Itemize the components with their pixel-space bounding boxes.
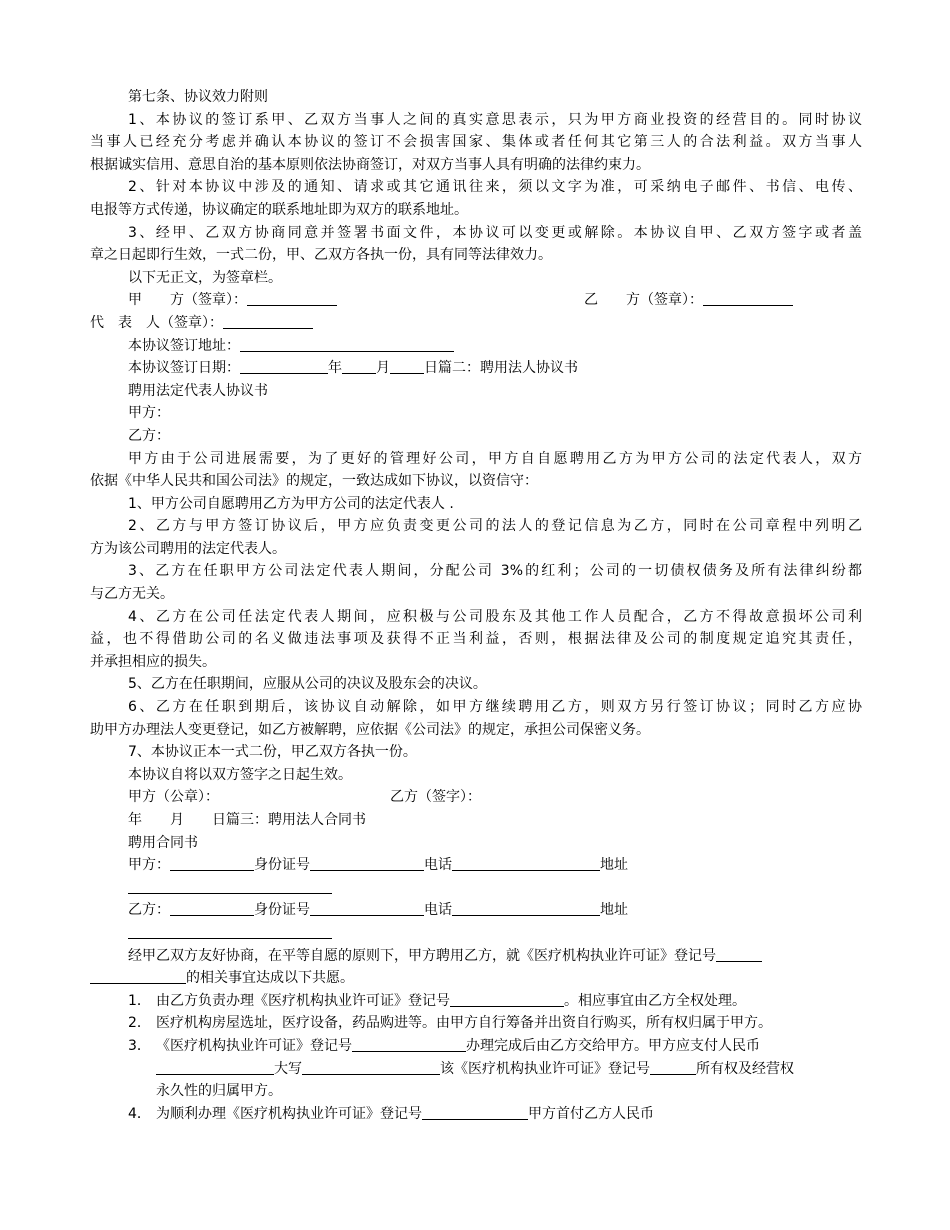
section-heading: 第七条、协议效力附则: [128, 89, 268, 105]
amount-words-blank: [302, 1059, 440, 1075]
paragraph-line: 1、本协议的签订系甲、乙双方当事人之间的真实意思表示，只为甲方商业投资的经营目的。同时协议: [128, 111, 862, 128]
amount-blank: [156, 1059, 274, 1075]
clause-line: 益，也不得借助公司的名义做违法事项及获得不正当利益，否则，根据法律及公司的制度规定追究其责任，: [90, 631, 862, 648]
clause-line: 助甲方办理法人变更登记，如乙方被解聘，应依据《公司法》的规定，承担公司保密义务。: [90, 721, 650, 738]
clause-number: 4．: [128, 1105, 151, 1122]
party-b-address-label: 地址: [600, 902, 628, 919]
party-a-id-blank: [310, 855, 424, 871]
clause-line: 1、甲方公司自愿聘用乙方为甲方公司的法定代表人 .: [128, 495, 454, 512]
registration-number-blank: [716, 946, 762, 962]
document-page: [90, 86, 862, 1125]
paragraph-line: 2、针对本协议中涉及的通知、请求或其它通讯往来，须以文字为准，可采纳电子邮件、书信、电传、: [128, 179, 862, 196]
clause-line: 与乙方无关。: [90, 586, 174, 603]
month-blank: [342, 358, 376, 374]
day-and-section-two-title: 日篇二：聘用法人协议书: [424, 360, 578, 377]
clause-text: 大写: [274, 1060, 302, 1077]
seal-row: [90, 786, 862, 809]
contract-title: 聘用合同书: [128, 834, 198, 851]
preamble-text-continued: 的相关事宜达成以下共愿。: [186, 970, 354, 987]
party-b-sign-label: 乙方（签字）：: [390, 789, 481, 806]
clause-blank: [352, 1036, 466, 1052]
paragraph-line: [90, 945, 862, 968]
numbered-clause: [90, 1012, 862, 1035]
clause-line: 2、乙方与甲方签订协议后，甲方应负责变更公司的法人的登记信息为乙方，同时在公司章程中列明乙: [128, 518, 862, 535]
paragraph-line: 当事人已经充分考虑并确认本协议的签订不会损害国家、集体或者任何其它第三人的合法利益。双方当事人: [90, 134, 862, 151]
paragraph-line: 甲方由于公司进展需要，为了更好的管理好公司，甲方自自愿聘用乙方为甲方公司的法定代表人，双方: [128, 450, 862, 467]
clause-text: 所有权及经营权: [696, 1060, 794, 1077]
numbered-clause: [90, 1035, 862, 1058]
paragraph-line: 以下无正文，为签章栏。: [128, 269, 282, 286]
party-b-line: 乙方：: [128, 427, 170, 444]
clause-number: 3．: [128, 1037, 151, 1054]
party-b-name-blank: [170, 900, 254, 916]
clause-line: 7、本协议正本一式二份，甲乙双方各执一份。: [128, 744, 417, 761]
representative-label: 代 表 人（签章）：: [90, 314, 223, 331]
paragraph-line: [90, 967, 862, 990]
clause-text: 。相应事宜由乙方全权处理。: [564, 992, 746, 1009]
representative-signature-row: [90, 312, 862, 335]
signing-date-row: [90, 357, 862, 380]
party-b-info-row: [90, 899, 862, 922]
signature-row: [90, 289, 862, 312]
paragraph-line: 根据诚实信用、意思自治的基本原则依法协商签订，对双方当事人具有明确的法律约束力。: [90, 156, 650, 173]
clause-blank: [422, 1104, 528, 1120]
party-b-address-row: [90, 922, 862, 945]
party-a-address-blank: [128, 878, 332, 894]
registration-number-blank-continued: [90, 968, 186, 984]
party-a-address-row: [90, 877, 862, 900]
paragraph-line: 3、经甲、乙双方协商同意并签署书面文件，本协议可以变更或解除。本协议自甲、乙双方签字或者盖: [128, 224, 862, 241]
numbered-clause-continued: [90, 1058, 862, 1081]
clause-line: 方为该公司聘用的法定代表人。: [90, 540, 286, 557]
clause-line: 6、乙方在任职到期后，该协议自动解除，如甲方继续聘用乙方，则双方另行签订协议；同时乙方应协: [128, 699, 862, 716]
clause-line: 并承担相应的损失。: [90, 653, 216, 670]
party-a-signature-blank: [247, 290, 337, 306]
party-a-line: 甲方：: [128, 405, 170, 422]
numbered-clause-continued: 永久性的归属甲方。: [156, 1083, 282, 1100]
preamble-text: 经甲乙双方友好协商，在平等自愿的原则下，甲方聘用乙方，就《医疗机构执业许可证》登记号: [128, 947, 716, 964]
party-a-id-label: 身份证号: [254, 857, 310, 874]
party-a-signature-label: 甲 方（签章）：: [128, 292, 247, 309]
date-and-section-three-title: 年 月 日篇三：聘用法人合同书: [128, 812, 366, 828]
clause-blank: [450, 991, 564, 1007]
signing-address-label: 本协议签订地址：: [128, 337, 240, 354]
paragraph-line: 电报等方式传递，协议确定的联系地址即为双方的联系地址。: [90, 201, 468, 218]
numbered-clause: [90, 990, 862, 1013]
clause-line: 5、乙方在任职期间，应服从公司的决议及股东会的决议。: [128, 676, 487, 693]
clause-text: 为顺利办理《医疗机构执业许可证》登记号: [156, 1105, 422, 1122]
party-b-id-label: 身份证号: [254, 902, 310, 919]
clause-number: 2．: [128, 1015, 151, 1032]
clause-text: 甲方首付乙方人民币: [528, 1105, 654, 1122]
clause-text: 办理完成后由乙方交给甲方。甲方应支付人民币: [466, 1037, 760, 1054]
signing-date-label: 本协议签订日期：: [128, 360, 240, 377]
party-a-address-label: 地址: [600, 857, 628, 874]
party-a-seal-label: 甲方（公章）：: [128, 789, 219, 806]
signing-address-row: [90, 335, 862, 358]
party-b-signature-blank: [703, 290, 793, 306]
paragraph-line: 章之日起即行生效，一式二份，甲、乙双方各执一份，具有同等法律效力。: [90, 247, 552, 264]
party-a-phone-label: 电话: [424, 857, 452, 874]
clause-text: 该《医疗机构执业许可证》登记号: [440, 1060, 650, 1077]
effective-line: 本协议自将以双方签字之日起生效。: [128, 766, 352, 783]
signing-address-blank: [240, 336, 454, 352]
year-blank: [240, 358, 328, 374]
party-b-signature-label: 乙 方（签章）：: [584, 292, 703, 309]
clause-line: 4、乙方在公司任法定代表人期间，应积极与公司股东及其他工作人员配合，乙方不得故意损坏公司利: [128, 608, 862, 625]
day-blank: [390, 358, 424, 374]
party-a-phone-blank: [452, 855, 600, 871]
paragraph-line: 依据《中华人民共和国公司法》的规定，一致达成如下协议，以资信守：: [90, 473, 538, 490]
representative-blank: [223, 313, 313, 329]
agreement-title: 聘用法定代表人协议书: [128, 382, 268, 399]
numbered-clause: [90, 1103, 862, 1126]
party-b-id-blank: [310, 900, 424, 916]
party-b-label: 乙方：: [128, 902, 170, 919]
clause-text: 《医疗机构执业许可证》登记号: [156, 1037, 352, 1054]
clause-text: 医疗机构房屋选址，医疗设备，药品购进等。由甲方自行筹备并出资自行购买，所有权归属于甲方。: [156, 1015, 772, 1032]
year-label: 年: [328, 360, 342, 377]
month-label: 月: [376, 360, 390, 377]
clause-blank: [650, 1059, 696, 1075]
party-b-address-blank: [128, 923, 332, 939]
party-a-label: 甲方：: [128, 857, 170, 874]
clause-line: 3、乙方在任职甲方公司法定代表人期间，分配公司 3%的红利；公司的一切债权债务及所有法律纠纷都: [128, 563, 862, 580]
party-a-name-blank: [170, 855, 254, 871]
party-b-phone-label: 电话: [424, 902, 452, 919]
party-b-phone-blank: [452, 900, 600, 916]
party-a-info-row: [90, 854, 862, 877]
clause-text: 由乙方负责办理《医疗机构执业许可证》登记号: [156, 992, 450, 1009]
clause-number: 1．: [128, 992, 151, 1009]
